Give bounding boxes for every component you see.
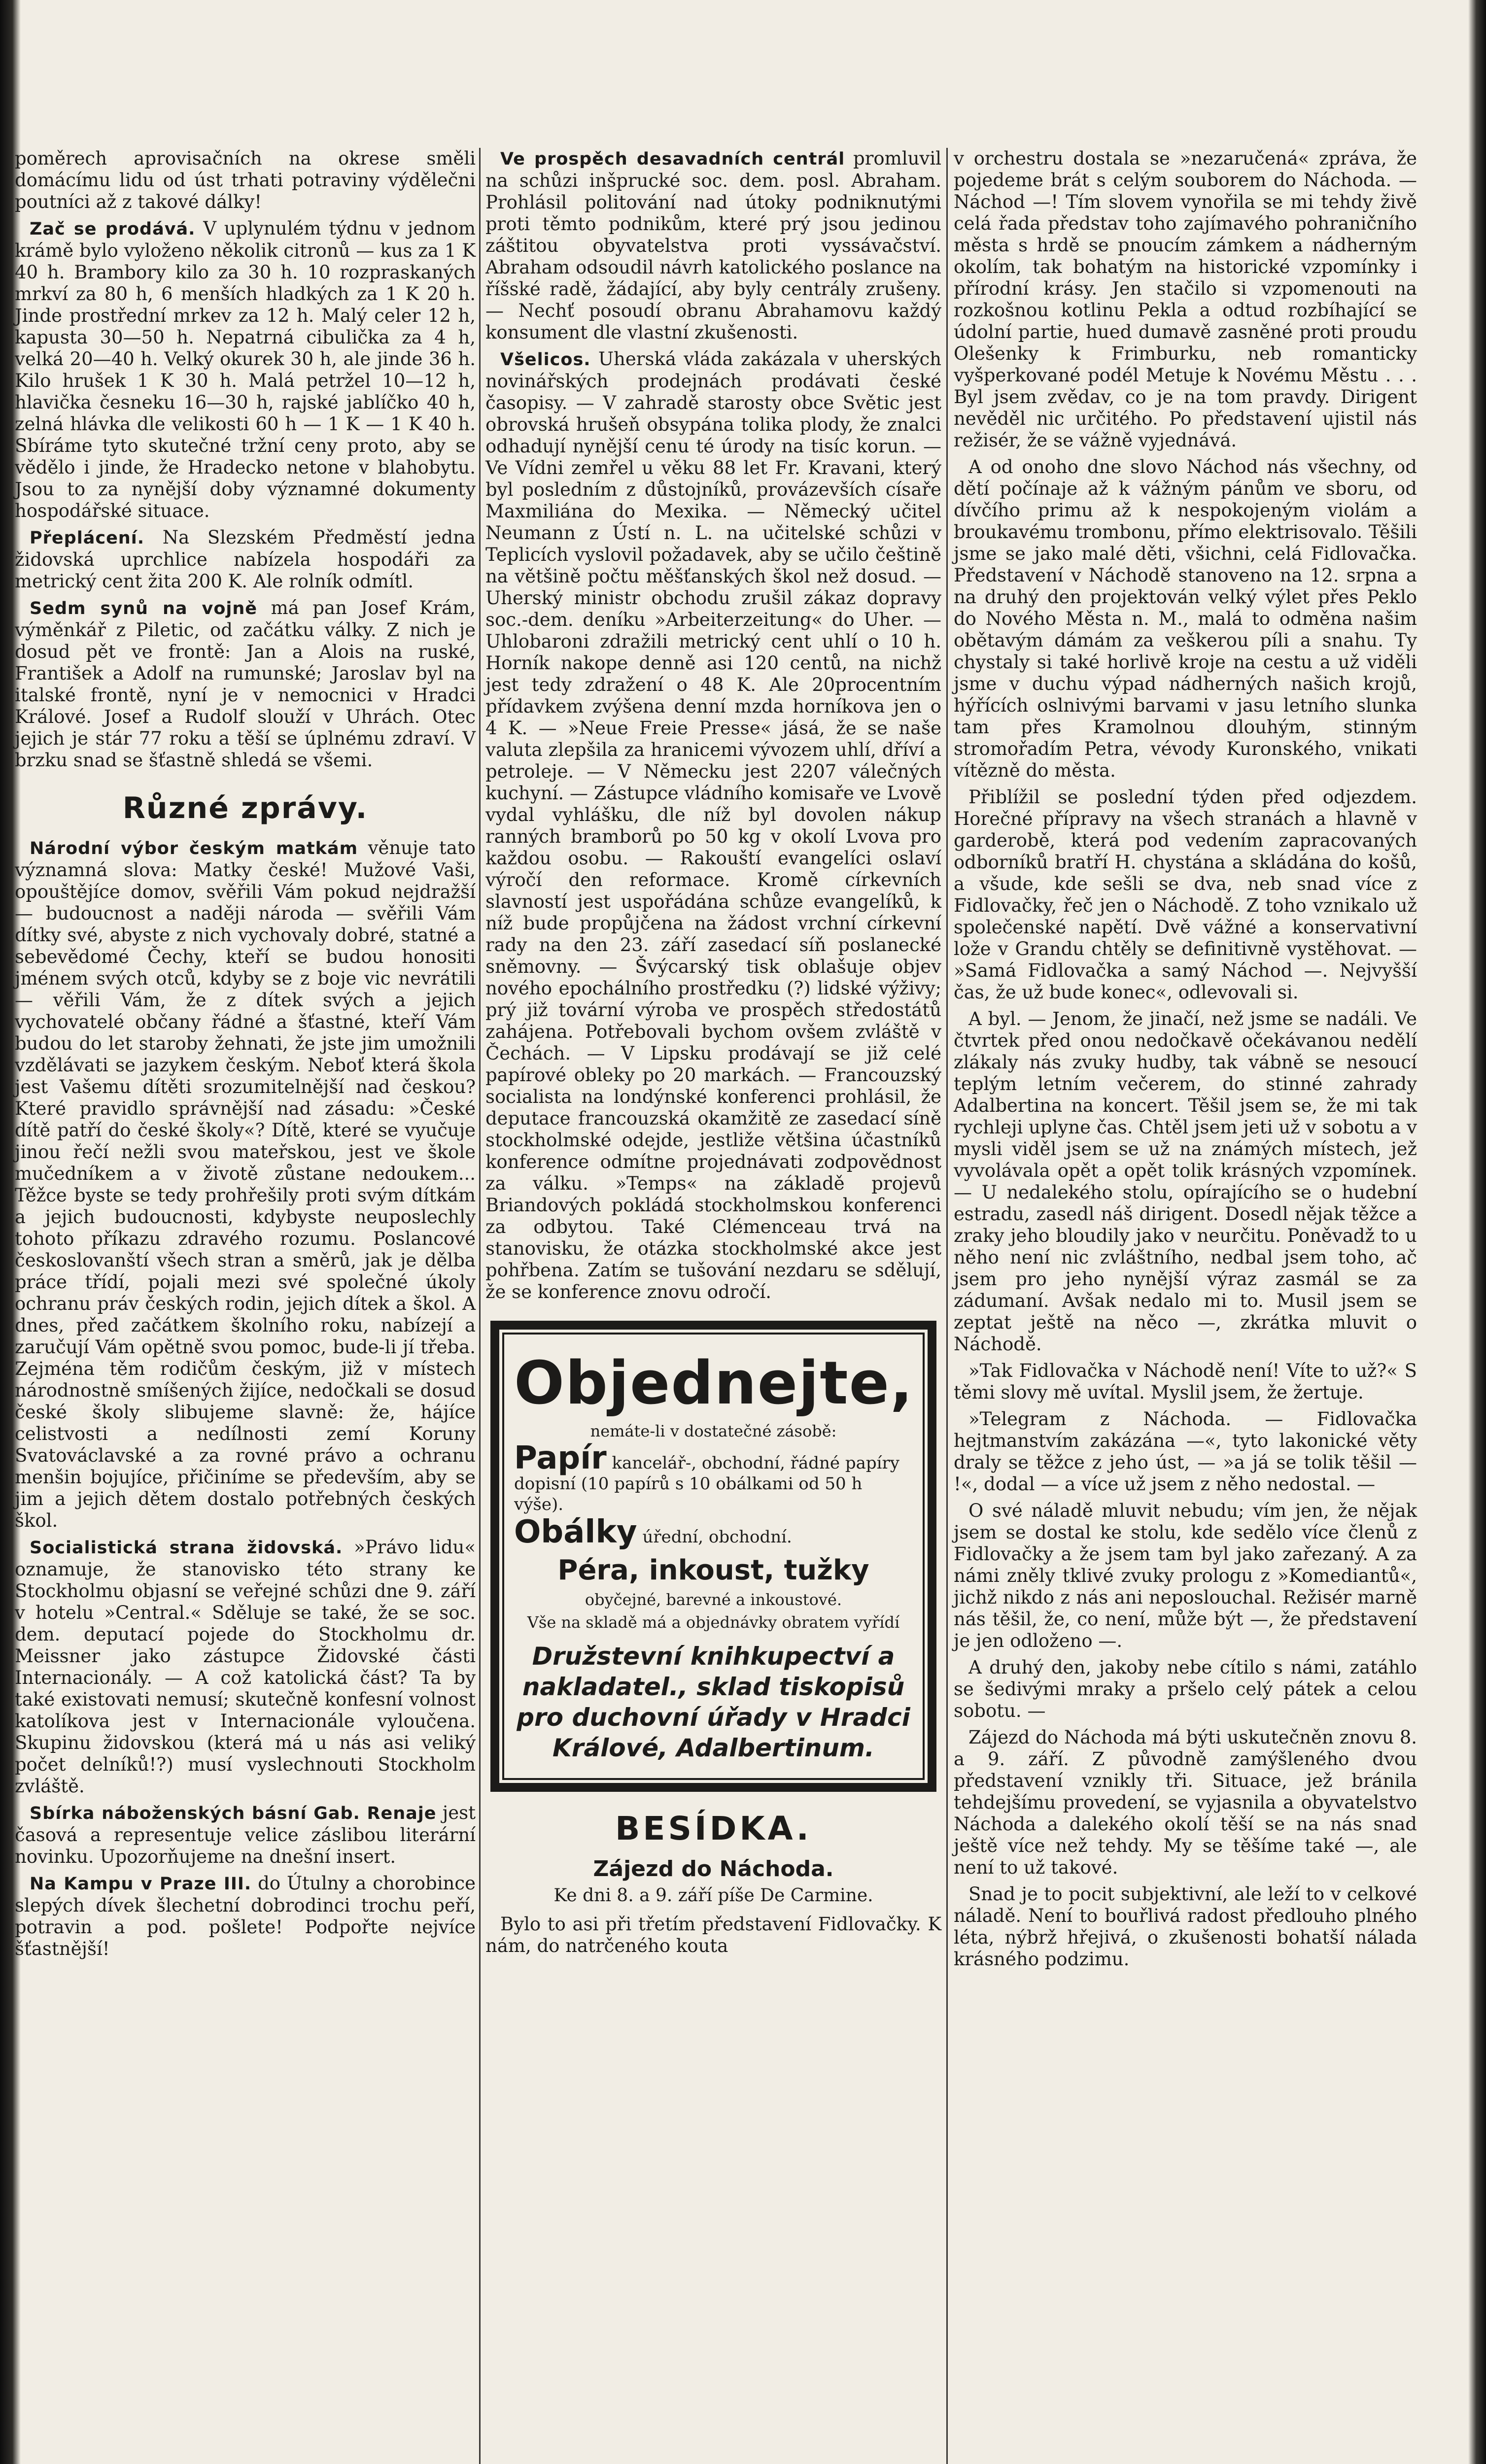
feuilleton-paragraph: A byl. — Jenom, že jinačí, než jsme se nadáli. Ve čtvrtek před onou nedočkavě očekávanou nedělí zlákaly nás zvuky hudby, tak vábně se nesoucí teplým letním večerem, do stinné zahrady Adalbertina na koncert. Těšil jsem se, že mi tak rychleji uplyne čas. Chtěl jsem jeti už v sobotu a v mysli viděl jsem se už na známých místech, jež vyvolávala opět a opět tolik krásných vzpomínek. — U nedalekého stolu, opírajícího se o hudební estradu, zasedl náš dirigent. Dosedl nějak těžce a zraky jeho bloudily jako v neurčitu. Poněvadž to u něho není nic zvláštního, nedbal jsem toho, ač jsem pro jeho nynější výraz zasmál se za zádumaní. Avšak nedalo mi to. Musil jsem se zeptat ještě na něco —, zkrátka mluvit o Náchodě. bbox=[954, 1008, 1417, 1355]
column-middle bbox=[485, 148, 941, 1962]
article-lead: Všelicos. bbox=[500, 350, 591, 370]
article-prices bbox=[15, 218, 476, 522]
article-overpaying bbox=[15, 527, 476, 592]
feuilleton-paragraph: »Tak Fidlovačka v Náchodě není! Víte to už?« S těmi slovy mě uvítal. Myslil jsem, že žertuje. bbox=[954, 1360, 1417, 1403]
ad-paper-label: Papír bbox=[514, 1440, 607, 1476]
article-poems bbox=[15, 1802, 476, 1868]
article-lead: Ve prospěch desavadních centrál bbox=[500, 149, 845, 169]
article-lead: Sedm synů na vojně bbox=[30, 599, 258, 618]
ad-envelopes-row bbox=[514, 1514, 913, 1550]
feuilleton-paragraph: v orchestru dostala se »nezaručená« zpráva, že pojedeme brát s celým souborem do Náchoda. — Náchod —! Tím slovem vynořila se mi tehdy živě celá řada představ toho zajímavého pohraničního města s hrdě se pnoucím zámkem a nádherným okolím, tak bohatým na historické vzpomínky i přírodní krásy. Jen stačilo si vzpomenouti na rozkošnou kotlinu Pekla a odtud rozbíhající se údolní partie, hued dumavě zasněné proti proudu Olešenky k Frimburku, neb romanticky vyšperkované podél Metuje k Novému Městu . . . Byl jsem zvědav, co je na tom pravdy. Dirigent nevěděl nic určitého. Po představení ujistil nás režisér, že se vážně vyjednává. bbox=[954, 148, 1417, 451]
column-rule bbox=[479, 148, 481, 2464]
feuilleton-title: BESÍDKA. bbox=[615, 1810, 812, 1848]
intro-paragraph: poměrech aprovisačních na okrese směli domácímu lidu od úst trhati potraviny výdělečni poutníci až z takové dálky! bbox=[15, 148, 476, 212]
feuilleton-paragraph: »Telegram z Náchoda. — Fidlovačka hejtmanstvím zakázána —«, tyto lakonické věty draly se těžce z jeho úst, — »a já se tolik těšil — !«, dodal — a více už jsem z něho nedostal. — bbox=[954, 1408, 1417, 1495]
article-body: do Útulny a chorobince slepých dívek šlechetní dobrodinci trochu peří, potravin a pod. pošlete! Podpořte nejvíce šťastnější! bbox=[15, 1873, 476, 1959]
article-lead: Přeplácení. bbox=[30, 528, 145, 548]
column-rule bbox=[946, 148, 948, 2464]
ad-pens-text: obyčejné, barevné a inkoustové. bbox=[585, 1590, 842, 1609]
article-body: »Právo lidu« oznamuje, že stanovisko této strany ke Stockholmu objasní se veřejné schůzi dne 9. září v hotelu »Central.« Sděluje se také, že se soc. dem. deputací pojede do Stockholmu dr. Meissner jako zástupce Židovské části Internacionály. — A což katolická část? Ta by také existovati nemusí; skutečně konfesní volnost katolíkova jest v Internacionále vyloučena. Skupinu židovskou (která má u nás asi veliký počet delníků!?) musí vyslechnouti Stockholm zvláště. bbox=[15, 1537, 476, 1797]
article-national-committee bbox=[15, 837, 476, 1532]
article-lead: Zač se prodává. bbox=[30, 219, 196, 239]
article-kampa bbox=[15, 1873, 476, 1960]
article-seven-sons bbox=[15, 597, 476, 771]
advertisement-box bbox=[490, 1321, 936, 1792]
feuilleton-paragraph: Zájezd do Náchoda má býti uskutečněn znovu 8. a 9. září. Z původně zamýšleného dvou představení vznikly tři. Situace, jež bránila tehdejšímu provedení, se vyjasnila a obyvatelstvo Náchoda a dalekého okolí těší se na nás snad ještě více než tehdy. My se těšíme také —, ale není to už takové. bbox=[954, 1727, 1417, 1878]
ad-title: Objednejte, bbox=[514, 1349, 914, 1418]
section-heading: Různé zprávy. bbox=[122, 791, 368, 825]
ad-envelopes-label: Obálky bbox=[514, 1514, 637, 1550]
ad-subtitle: nemáte-li v dostatečné zásobě: bbox=[590, 1422, 837, 1440]
article-body: jest časová a representuje velice záslibou literární novinku. Upozorňujeme na dnešní insert. bbox=[15, 1802, 476, 1867]
page-scan-edge-right bbox=[1468, 0, 1486, 2464]
article-lead: Socialistická strana židovská. bbox=[30, 1538, 343, 1558]
feuilleton-paragraph: Přiblížil se poslední týden před odjezdem. Horečné přípravy na všech stranách a hlavně v garderobě, která pod vedením zapracovaných odborníků bratří H. chystána a skládána do košů, a všude, kde sešli se dva, neb snad více z Fidlovačky, řeč jen o Náchodě. Z toho vznikalo už společenské napětí. Dvě vážné a konservativní lože v Grandu chtěly se definitivně vystěhovat. — »Samá Fidlovačka a samý Náchod —. Nejvyšší čas, že už bude konec«, odlevovali si. bbox=[954, 787, 1417, 1003]
ad-pens-label: Péra, inkoust, tužky bbox=[557, 1554, 869, 1586]
ad-paper-text: kancelář-, obchodní, řádné papíry dopisní (10 papírů s 10 obálkami od 50 h výše). bbox=[514, 1453, 899, 1514]
article-socialist-party bbox=[15, 1537, 476, 1797]
feuilleton-paragraph: A od onoho dne slovo Náchod nás všechny, od dětí počínaje až k vážným pánům ve sboru, od dívčího primu až k nespokojeným violám a broukavému trombonu, přímo elektrisovalo. Těšili jsme se jako malé děti, všichni, celá Fidlovačka. Představení v Náchodě stanoveno na 12. srpna a na druhý den projektován velký výlet přes Peklo do Nového Města n. M., malá to odměna našim obětavým dámám za veškerou píli a snahu. Ty chystaly si také horlivě kroje na cestu a už viděli jsme v duchu výpad nádherných našich krojů, hýřících oslnivými barvami v jasu letního slunka tam přes Kramolnou dlouhým, stinným stromořadím Petra, vévody Kuronského, vnikati vítězně do města. bbox=[954, 456, 1417, 781]
article-lead: Sbírka náboženských básní Gab. Renaje bbox=[30, 1804, 437, 1823]
article-body: promluvil na schůzi inšprucké soc. dem. posl. Abraham. Prohlásil politování nad útoky podniknutými proti těmto podnikům, které prý jsou jedinou záštitou obyvatelstva proti vyssávačství. Abraham odsoudil návrh katolického poslance na říšské radě, žádající, aby byly centrály zrušeny. — Nechť posoudí obranu Abrahamovu každý konsument dle vlastní zkušenosti. bbox=[485, 148, 941, 343]
ad-stock-text: Vše na skladě má a objednávky obratem vyřídí bbox=[527, 1613, 900, 1632]
article-body: má pan Josef Krám, výměnkář z Piletic, od začátku války. Z nich je dosud pět ve frontě: Jan a Alois na ruské, František a Adolf na rumunské; Jaroslav byl na italské frontě, nyní je v nemocnici v Hradci Králové. Josef a Rudolf slouží v Uhrách. Otec jejich je stár 77 roku a těší se úplnému zdraví. V brzku snad se šťastně shledá se všemi. bbox=[15, 597, 476, 771]
feuilleton-paragraph: A druhý den, jakoby nebe cítilo s námi, zatáhlo se šedivými mraky a pršelo celý pátek a celou sobotu. — bbox=[954, 1657, 1417, 1721]
article-lead: Na Kampu v Praze III. bbox=[30, 1874, 252, 1894]
ad-publisher: Družstevní knihkupectví a nakladatel., sklad tiskopisů pro duchovní úřady v Hradci Králové, Adalbertinum. bbox=[517, 1642, 910, 1762]
feuilleton-dateline: Ke dni 8. a 9. září píše De Carmine. bbox=[553, 1885, 873, 1906]
feuilleton-subtitle: Zájezd do Náchoda. bbox=[593, 1856, 834, 1882]
article-body: V uplynulém týdnu v jednom krámě bylo vyloženo několik citronů — kus za 1 K 40 h. Brambory kilo za 30 h. 10 rozpraskaných mrkví za 80 h, 6 menších hladkých za 1 K 20 h. Jinde prostřední mrkev za 12 h. Malý celer 12 h, kapusta 30—50 h. Nepatrná cibulička za 4 h, velká 20—40 h. Velký okurek 30 h, ale jinde 36 h. Kilo hrušek 1 K 30 h. Malá petržel 10—12 h, hlavička česneku 16—30 h, rajské jablíčko 40 h, zelná hlávka dle velikosti 60 h — 1 K — 1 K 40 h. Sbíráme tyto skutečné tržní ceny proto, aby se vědělo i jinde, že Hradecko netone v blahobytu. Jsou to za nynější doby významné dokumenty hospodářské situace. bbox=[15, 218, 476, 521]
ad-paper-row bbox=[514, 1440, 913, 1515]
article-body: Na Slezském Předměstí jedna židovská uprchlice nabízela hospodáři za metrický cent žita 200 K. Ale rolník odmítl. bbox=[15, 527, 476, 592]
feuilleton-paragraph: Bylo to asi při třetím představení Fidlovačky. K nám, do natrčeného kouta bbox=[485, 1914, 941, 1956]
article-lead: Národní výbor českým matkám bbox=[30, 839, 358, 858]
column-left bbox=[15, 148, 476, 1965]
article-miscellany bbox=[485, 348, 941, 1303]
ad-envelopes-text: úřední, obchodní. bbox=[642, 1527, 792, 1547]
feuilleton-paragraph: Snad je to pocit subjektivní, ale leží to v celkové náladě. Není to bouřlivá radost předlouho plného léta, nýbrž hřejivá, o zkušenosti bohatší nálada krásného podzimu. bbox=[954, 1883, 1417, 1970]
article-body: věnuje tato významná slova: Matky české! Mužové Vaši, opouštějíce domov, svěřili Vám pokud nejdražší — budoucnost a naději národa — svěřili Vám dítky své, abyste z nich vychovaly dobré, statné a sebevědomé Čechy, kteří se budou honositi jménem svých otců, kdyby se z boje vic nevrátili — věřili Vám, že z dítek svých a jejich vychovatelé občany řádné a šťastné, kteří Vám budou do let staroby žehnati, že jste jim umožnili vzdělávati se jazykem českým. Neboť která škola jest Vašemu dítěti srozumitelnější nad českou? Které pravidlo správnější nad zásadu: »České dítě patří do české školy«? Dítě, které se vyučuje jinou řečí nežli svou mateřskou, jest ve škole mučedníkem a v životě zůstane nedoukem... Těžce byste se tedy prohřešily proti svým dítkám a jejich budoucnosti, kdybyste neuposlechly tohoto příkazu zdravého rozumu. Poslancové českoslovanští všech stran a směrů, jak je dělba práce třídí, pojali mezi své společné úkoly ochranu práv českých rodin, jejich dítek a škol. A dnes, před začátkem školního roku, nabízejí a zaručují Vám opětně svou pomoc, bude-li jí třeba. Zejména těm rodičům českým, již v místech národnostně smíšených žijíce, nedočkali se dosud české školy slibujeme slavně: že, hájíce celistvosti a nedílnosti zemí Koruny Svatováclavské a za rovné právo a ochranu menšin bojujíce, přičiníme se především, aby se jim a jejich dětem dostalo potřebných českých škol. bbox=[15, 837, 476, 1531]
column-right bbox=[954, 148, 1417, 1975]
feuilleton-paragraph: O své náladě mluvit nebudu; vím jen, že nějak jsem se dostal ke stolu, kde sedělo více členů z Fidlovačky a že jsem tam byl jako zařezaný. A za námi zněly tklivé zvuky prologu z »Komediantů«, jichž nikdo z nás ani neposlouchal. Režisér marně nás těšil, že, co není, může být —, že představení je jen odloženo —. bbox=[954, 1500, 1417, 1651]
article-centrals bbox=[485, 148, 941, 343]
article-body: Uherská vláda zakázala v uherských novinářských prodejnách prodávati české časopisy. — V zahradě starosty obce Světic jest obrovská hrušeň obsypána tolika plody, že znalci odhadují nynější cenu té úrody na tisíc korun. — Ve Vídni zemřel u věku 88 let Fr. Kravani, který byl posledním z důstojníků, provázevších císaře Maxmiliána do Mexika. — Německý učitel Neumann z Ústí n. L. na učitelské schůzi v Teplicích vyslovil požadavek, aby se učilo češtině na většině počtu měšťanských škol než dosud. — Uherský ministr obchodu zrušil zákaz dopravy soc.-dem. deníku »Arbeiterzeitung« do Uher. — Uhlobaroni zdražili metrický cent uhlí o 10 h. Horník nakope denně asi 120 centů, na nichž jest tedy zdražení o 48 K. Ale 20procentním přídavkem zvýšena denní mzda horníkova jen o 4 K. — »Neue Freie Presse« jásá, že se naše valuta zlepšila za hranicemi vývozem uhlí, dříví a petroleje. — V Německu jest 2207 válečných kuchyní. — Zástupce vládního komisaře ve Lvově vydal vyhlášku, dle níž byl dovolen nákup ranných bramborů po 50 kg v okolí Lvova pro každou osobu. — Rakouští evangelíci oslaví výročí den reformace. Kromě církevních slavností jest uspořádána schůze evangelíků, k níž bude propůjčena na žádost vrchní církevní rady na den 23. září zasedací síň poslanecké sněmovny. — Švýcarský tisk oblašuje objev nového epochálního prostředku (?) lidské výživy; prý již tovární výroba ve prospěch středostátů zahájena. Potřebovali bychom ovšem zvláště v Čechách. — V Lipsku prodávají se již celé papírové obleky po 20 markách. — Francouzský socialista na londýnské konferenci prohlásil, že deputace francouzská okamžitě ze zasedací síně stockholmské odejde, jestliže většina účastníků konference odmítne projednávati zodpovědnost za válku. »Temps« na základě projevů Briandových pokládá stockholmskou konferenci za odbytou. Také Clémenceau trvá na stanovisku, že otázka stockholmské akce jest pohřbena. Zatím se tušování nezdaru se sdělují, že se konference znovu odročí. bbox=[485, 348, 941, 1302]
